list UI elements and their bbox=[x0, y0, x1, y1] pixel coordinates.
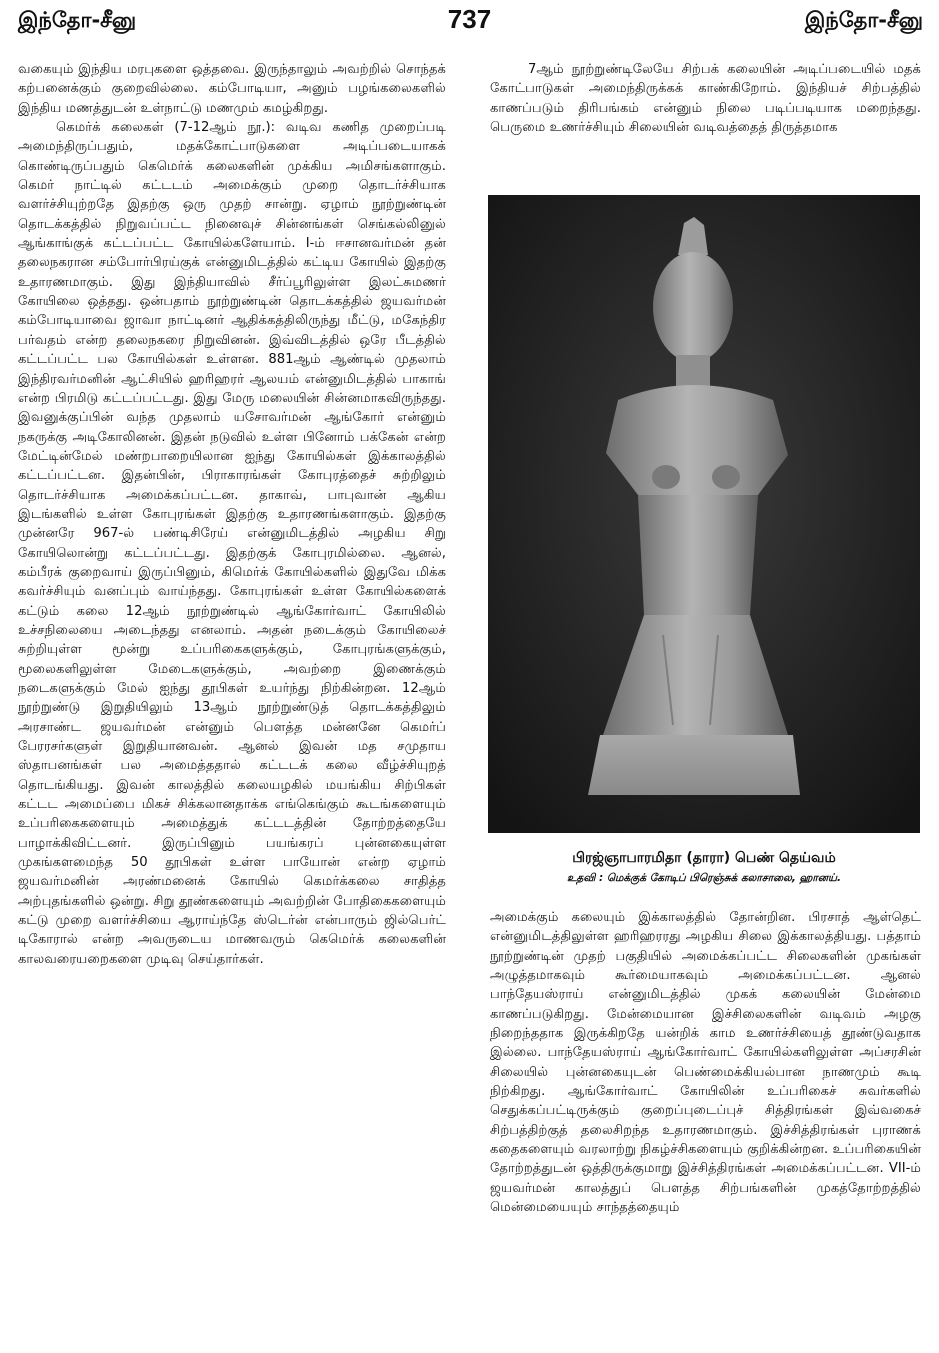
paragraph-sculpture-continued: அமைக்கும் கலையும் இக்காலத்தில் தோன்றின. பிரசாத் ஆள்தெட் என்னுமிடத்திலுள்ள ஹரிஹரரது அழகிய சிலை இக்காலத்தியது. பத்தாம் நூற்றுண்டின் முதற் பகுதியில் அமைக்கப்பட்ட சிலைகளின் முகங்கள் அழுத்தமாகவும் கூர்மையாகவும் அமைக்கப்பட்டன. ஆனல் பாந்தேயஸ்ராய் என்னுமிடத்தில் முகக் கலையின் மேன்மை காணப்படுகிறது. மேன்மையான இச்சிலைகளின் வடிவம் அழகு நிறைந்ததாக இருக்கிறதே யன்றிக் காம உணர்ச்சியைத் தூண்டுவதாக இல்லை. பாந்தேயஸ்ராய் ஆங்கோர்வாட் கோயில்களிலுள்ள அப்சரசின் சிலையில் புன்னகையுடன் பெண்மைக்கியல்பான நாணமும் கூடி நிற்கிறது. ஆங்கோர்வாட் கோயிலின் உப்பரிகைச் சுவர்களில் செதுக்கப்பட்டிருக்கும் குறைப்புடைப்புச் சித்திரங்கள் இவ்வகைச் சிற்பத்திற்குத் தலைசிறந்த உதாரணமாகும். இச்சித்திரங்கள் புராணக் கதைகளையும் வரலாற்று நிகழ்ச்சிகளையும் குறிக்கின்றன. உப்பரிகையின் தோற்றத்துடன் ஒத்திருக்குமாறு இச்சித்திரங்கள் அமைக்கப்பட்டன. VII-ம் ஜயவர்மன் காலத்துப் பௌத்த சிற்பங்களின் முகத்தோற்றத்தில் மென்மையையும் சாந்தத்தையும் bbox=[490, 910, 921, 1216]
paragraph-intro: வகையும் இந்திய மரபுகளை ஒத்தவை. இருந்தாலும் அவற்றில் சொந்தக் கற்பனைக்கும் குறைவில்லை. கம்போடியா, அனும் பழங்கலைகளில் இந்திய மணத்துடன் உள்நாட்டு மணமும் கமழ்கிறது. bbox=[18, 62, 446, 116]
running-title-right: இந்தோ-சீனு bbox=[804, 8, 923, 32]
paragraph-khmer-arts: கெமர்க் கலைகள் (7-12ஆம் நூ.): வடிவ கணித முறைப்படி அமைந்திருப்பதும், மதக்கோட்பாடுகளை அடிப்படையாகக் கொண்டிருப்பதும் கெமெர்க் கலைகளின் முக்கிய அமிசங்களாகும். கெமர் நாட்டில் கட்டடம் அமைக்கும் முறை தொடர்ச்சியாக வளர்ச்சியுற்றதே இதற்கு ஒரு முதற் சான்று. ஏழாம் நூற்றுண்டின் தொடக்கத்தில் நிறுவப்பட்ட நினைவுச் சின்னங்கள் செங்கல்லினுல் ஆங்காங்குக் கட்டப்பட்ட கோயில்களேயாம். I-ம் ஈசானவர்மன் தன் தலைநகரான சம்போர்பிரய்குக் என்னுமிடத்தில் கட்டிய கோயில் இதற்கு உதாரணமாகும். இது இந்தியாவில் சீர்ப்பூரிலுள்ள இலட்சுமணர் கோயிலை ஒத்தது. ஒன்பதாம் நூற்றுண்டின் தொடக்கத்தில் ஜயவர்மன் கம்போடியாவை ஜாவா நாட்டினர் ஆதிக்கத்திலிருந்து மீட்டு, மகேந்திர பர்வதம் என்ற தலைநகரை நிறுவினன். இவ்விடத்தில் ஒரே பீடத்தில் கட்டப்பட்ட பல கோயில்கள் உள்ளன. 881ஆம் ஆண்டில் முதலாம் இந்திரவர்மனின் ஆட்சியில் ஹரிஹரர் ஆலயம் என்னுமிடத்தில் பாகாங் என்ற பிரமிடு கட்டப்பட்டது. இது மேரு மலையின் சின்னமாகவிருந்தது. இவனுக்குப்பின் வந்த முதலாம் யசோவர்மன் ஆங்கோர் என்னும் நகருக்கு அடிகோலினன். இதன் நடுவில் உள்ள பினோம் பக்கேன் என்ற மேட்டின்மேல் மண்றபாறையிலான ஐந்து கோயில்கள் இக்காலத்தில் கட்டப்பட்டன. இதன்பின், பிராகாரங்கள் கோபுரத்தைச் சுற்றிலும் தொடர்ச்சியாக அமைக்கப்பட்டன. தாகாவ், பாபுவான் ஆகிய இடங்களில் உள்ள கோபுரங்கள் இதற்கு உதாரணங்களாகும். இதற்கு முன்னரே 967-ல் பண்டிசிரேய் என்னுமிடத்தில் அழகிய சிறு கோயிலொன்று கட்டப்பட்டது. இதற்குக் கோபுரமில்லை. ஆனல், கம்பீரக் குறைவாய் இருப்பினும், கிமெர்க் கோயில்களில் இதுவே மிக்க கவர்ச்சியும் வனப்பும் வாய்ந்தது. கோபுரங்கள் உள்ள கோயில்களைக் கட்டும் கலை 12ஆம் நூற்றுண்டில் ஆங்கோர்வாட் கோயிலில் உச்சநிலையை அடைந்தது எனலாம். அதன் நடைக்கும் கோயிலைச் சுற்றியுள்ள மூன்று உப்பரிகைகளுக்கும், கோபுரங்களுக்கும், மூலைகளிலுள்ள மேடைகளுக்கும், அவற்றை இணைக்கும் நடைகளுக்கும் மேல் ஐந்து தூபிகள் உயர்ந்து நிற்கின்றன. 12ஆம் நூற்றுண்டு இறுதியிலும் 13ஆம் நூற்றுண்டுத் தொடக்கத்திலும் அரசாண்ட ஜயவர்மன் என்னும் பௌத்த மன்னனே கெமர்ப் பேரரசர்களுள் இறுதியானவன். ஆனல் இவன் மத சமுதாய ஸ்தாபனங்கள் பல அமைத்ததால் கட்டடக் கலை வீழ்ச்சியுறத் தொடங்கியது. இவன் காலத்தில் கலையழகில் மயங்கிய சிற்பிகள் கட்டட அமைப்பை மிகச் சிக்கலானதாக்க எங்கெங்கும் கூடங்களையும் உப்பரிகைகளையும் அமைத்துக் கட்டடத்தின் தோற்றத்தையே பாழாக்கிவிட்டனர். இருப்பினும் பயங்கரப் புன்னகையுள்ள முகங்களமைந்த 50 தூபிகள் உள்ள பாயோன் என்ற ஏழாம் ஜயவர்மனின் அரண்மனைக் கோயில் கெமர்க்கலை சாதித்த அற்புதங்களில் ஒன்று. சிறு தூண்களையும் அவற்றின் போதிகைகளையும் கட்டு முறை வளர்ச்சியை ஆராய்ந்தே ஸ்டெர்ன் என்பாரும் ஜில்பெர்ட் டிகோரால் என்ற அவருடைய மாணவரும் கெமெர்க் கலைகளின் காலவரையறைகளை முடிவு செய்தார்கள். bbox=[18, 120, 446, 967]
left-text-column bbox=[18, 60, 446, 969]
page-number: 737 bbox=[447, 4, 492, 34]
sculpture-photo bbox=[488, 195, 920, 833]
figure-caption: பிரஜ்ஞாபாரமிதா (தாரா) பெண் தெய்வம் bbox=[572, 850, 836, 866]
statue-image bbox=[488, 195, 920, 833]
page-header bbox=[0, 0, 939, 44]
running-title-left: இந்தோ-சீனு bbox=[18, 8, 137, 32]
figure-credit: உதவி : மெக்குக் கோடிப் பிரெஞ்சுக் கலாசாலை, ஹானய். bbox=[567, 872, 841, 884]
right-text-top bbox=[490, 60, 921, 137]
right-text-bottom bbox=[490, 908, 921, 1218]
paragraph-sculpture-intro: 7ஆம் நூற்றுண்டிலேயே சிற்பக் கலையின் அடிப்படையில் மதக் கோட்பாடுகள் அமைந்திருக்கக் காண்கிறோம். இந்தியச் சிற்பத்தில் காணப்படும் திரிபங்கம் என்னும் நிலை படிப்படியாக மறைந்தது. பெருமை உணர்ச்சியும் சிலையின் வடிவத்தைத் திருத்தமாக bbox=[490, 62, 921, 136]
